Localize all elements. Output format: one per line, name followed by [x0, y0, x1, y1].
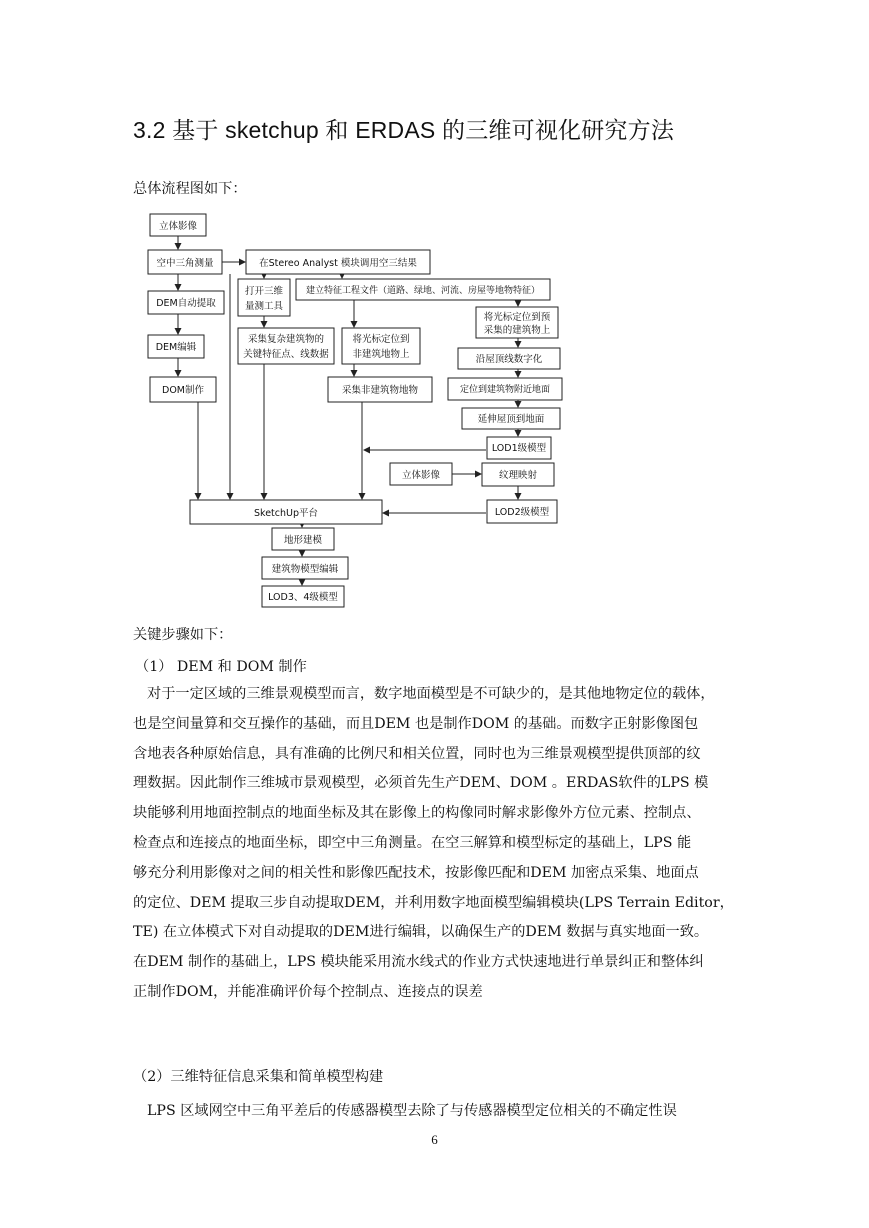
flow-text: 建筑物模型编辑 — [271, 564, 339, 575]
page-number: 6 — [431, 1132, 438, 1147]
flow-text: DEM编辑 — [155, 342, 197, 353]
flow-node-building-edit — [262, 557, 348, 579]
flow-node-stereo-image-2 — [390, 463, 452, 485]
flow-node-terrain-model — [272, 528, 334, 550]
flow-node-feature-project — [296, 279, 550, 300]
flow-text: 采集的建筑物上 — [483, 325, 551, 336]
flow-node-aerial-triangulation — [148, 250, 222, 274]
paragraph-line: 检查点和连接点的地面坐标，即空中三角测量。在空三解算和模型标定的基础上，LPS 能 — [133, 834, 692, 851]
flowchart — [142, 210, 582, 610]
flow-node-extend-roof — [462, 408, 560, 429]
flow-text: 地形建模 — [283, 535, 323, 546]
flow-text: 打开三维 — [244, 286, 284, 297]
flow-node-dem-extract — [148, 291, 224, 314]
flow-node-lod2 — [487, 500, 557, 523]
flow-text: 采集复杂建筑物的 — [247, 334, 325, 345]
flow-text: 延伸屋顶到地面 — [477, 414, 545, 425]
flow-node-stereo-analyst — [246, 250, 430, 274]
step2-first-line: LPS 区域网空中三角平差后的传感器模型去除了与传感器模型定位相关的不确定性误 — [147, 1103, 677, 1119]
flow-node-lod1 — [487, 437, 551, 459]
flow-text: 立体影像 — [401, 470, 441, 481]
flow-node-sketchup — [190, 500, 382, 524]
paragraph-line: TE) 在立体模式下对自动提取的DEM进行编辑，以确保生产的DEM 数据与真实地面一致。 — [133, 924, 709, 941]
flow-text: 沿屋顶线数字化 — [475, 354, 543, 365]
flow-text: 将光标定位到 — [352, 334, 410, 345]
paragraph-line: 理数据。因此制作三维城市景观模型，必须首先生产DEM、DOM 。ERDAS软件的LPS 模 — [133, 775, 709, 792]
paragraph-line: 含地表各种原始信息，具有准确的比例尺和相关位置，同时也为三维景观模型提供顶部的纹 — [133, 745, 701, 762]
flow-text: 采集非建筑物地物 — [341, 385, 419, 396]
flow-node-locate-ground — [448, 378, 562, 400]
paragraph-line: 在DEM 制作的基础上，LPS 模块能采用流水线式的作业方式快速地进行单景纠正和整体纠 — [133, 954, 704, 971]
flow-text: 非建筑地物上 — [352, 349, 410, 360]
flow-node-open-3d-tool — [238, 279, 290, 316]
flow-text: 纹理映射 — [498, 470, 538, 481]
step1-paragraph — [133, 680, 737, 1008]
flow-text: 立体影像 — [158, 221, 198, 232]
intro-label: 总体流程图如下： — [133, 181, 247, 197]
flow-node-cursor-nonbuilding — [342, 328, 420, 364]
paragraph-line: 的定位、DEM 提取三步自动提取DEM，并利用数字地面模型编辑模块(LPS Terrain Editor， — [133, 894, 734, 911]
flow-text: 将光标定位到预 — [483, 312, 551, 323]
flow-text: 量测工具 — [244, 301, 284, 312]
flow-text: 关键特征点、线数据 — [243, 349, 329, 360]
flow-node-dem-edit — [148, 335, 204, 358]
step1-title: （1） DEM 和 DOM 制作 — [135, 659, 307, 675]
flow-node-cursor-building — [476, 307, 558, 338]
flow-text: DOM制作 — [162, 385, 204, 396]
paragraph-line: 够充分利用影像对之间的相关性和影像匹配技术，按影像匹配和DEM 加密点采集、地面点 — [133, 864, 699, 881]
flow-node-lod34 — [262, 586, 344, 607]
flow-node-stereo-image — [150, 214, 206, 236]
flow-text: 定位到建筑物附近地面 — [459, 385, 551, 395]
flow-text: DEM自动提取 — [156, 298, 216, 309]
paragraph-line: 块能够利用地面控制点的地面坐标及其在影像上的构像同时解求影像外方位元素、控制点、 — [133, 805, 701, 822]
flow-text: 建立特征工程文件（道路、绿地、河流、房屋等地物特征） — [305, 286, 541, 296]
key-steps-label: 关键步骤如下： — [133, 627, 233, 643]
flow-text: 在Stereo Analyst 模块调用空三结果 — [259, 258, 417, 269]
flow-text: SketchUp平台 — [254, 508, 318, 519]
flow-node-dom-make — [150, 377, 216, 402]
flow-node-collect-nonbuilding — [328, 377, 432, 402]
flow-node-collect-complex — [238, 328, 334, 364]
paragraph-line: 对于一定区域的三维景观模型而言，数字地面模型是不可缺少的，是其他地物定位的载体， — [147, 686, 715, 702]
step2-title: （2）三维特征信息采集和简单模型构建 — [133, 1069, 384, 1085]
flow-node-roof-digitize — [458, 348, 560, 369]
flow-text: 空中三角测量 — [156, 258, 214, 269]
paragraph-line: 正制作DOM，并能准确评价每个控制点、连接点的误差 — [133, 983, 483, 1000]
flow-text: LOD2级模型 — [494, 507, 550, 518]
flow-node-texture-mapping — [482, 463, 554, 486]
flow-text: LOD1级模型 — [491, 443, 547, 454]
section-heading: 3.2 基于 sketchup 和 ERDAS 的三维可视化研究方法 — [133, 117, 675, 143]
paragraph-line: 也是空间量算和交互操作的基础，而且DEM 也是制作DOM 的基础。而数字正射影像图包 — [133, 715, 699, 732]
flow-text: LOD3、4级模型 — [268, 592, 338, 603]
